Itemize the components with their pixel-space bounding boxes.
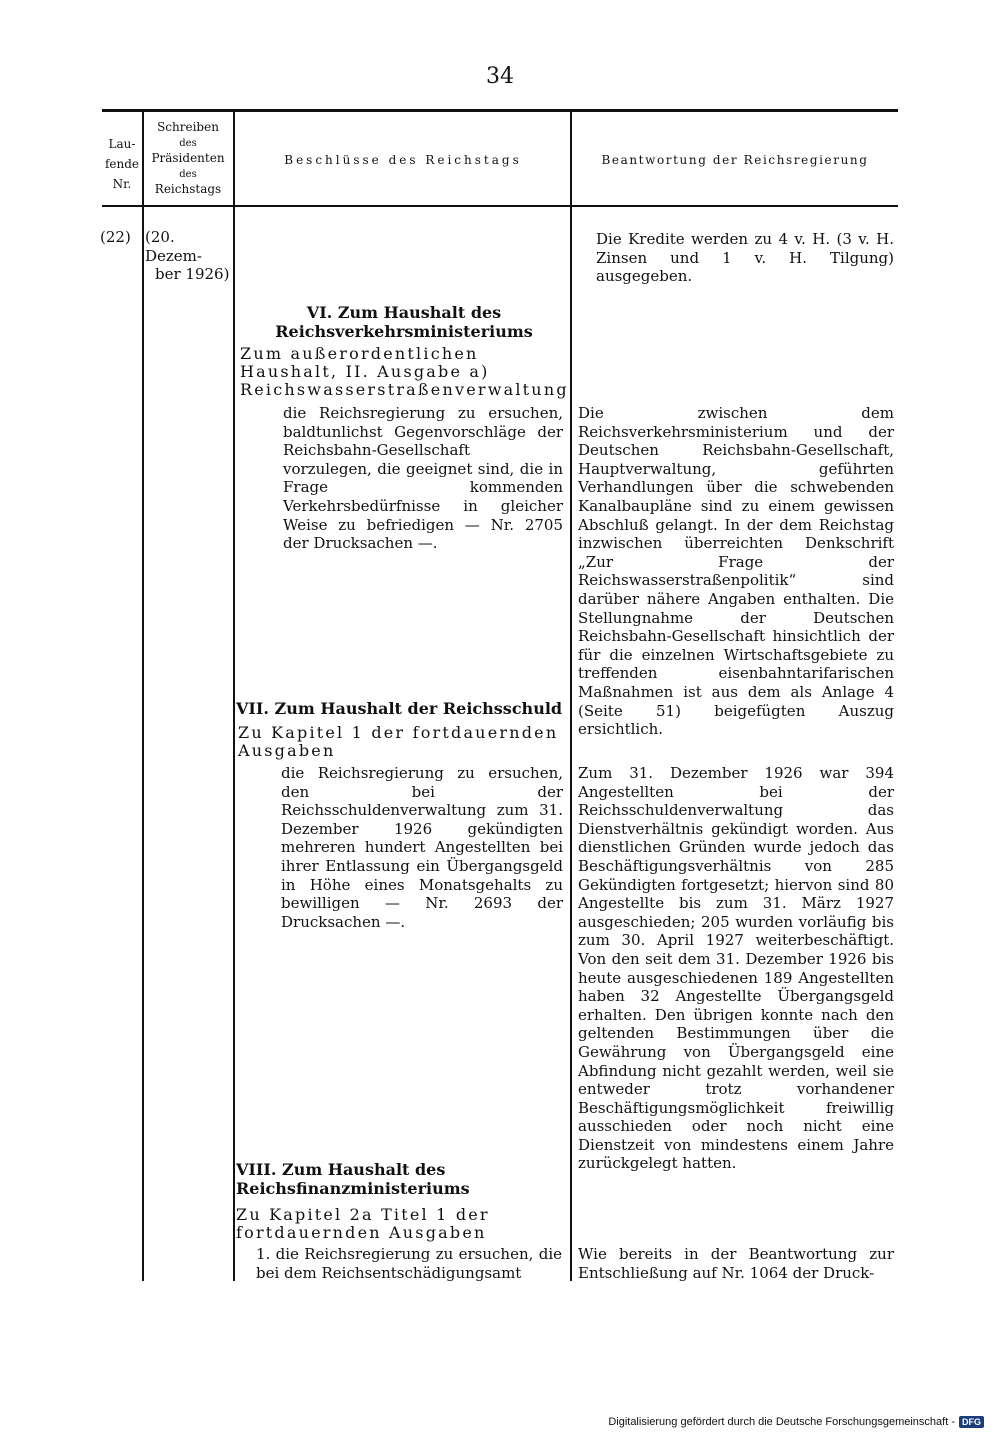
answer-text: Zum 31. Dezember 1926 war 394 Angestellten bei der Reichsschuldenverwaltung das Dienstverhältnis gekündigt worden. Aus dienstlichen Gründen wurde jedoch das Beschäftigungsverhältnis von 285 Gekündigten fortgesetzt; hiervon sind 80 Angestellte bis zum 31. März 1927 ausgeschieden; 205 wurden vorläufig bis zum 30. April 1927 weiterbeschäftigt. Von den seit dem 31. Dezember 1926 bis heute ausgeschiedenen 189 Angestellten haben 32 Angestellte Übergangsgeld erhalten. Den übrigen konnte nach den geltenden Bestimmungen über die Gewährung von Übergangsgeld eine Abfindung nicht gezahlt werden, weil sie entweder trotz vorhandener Beschäftigungsmöglichkeit freiwillig ausschieden oder noch nicht eine Dienstzeit von mindestens einem Jahre zurückgelegt hatten. <box>578 764 894 1173</box>
header-lfd-nr-line: Lau- <box>108 137 136 151</box>
column-divider-2 <box>233 111 235 1281</box>
header-schreiben-line: Präsidenten <box>151 151 225 165</box>
column-divider-3 <box>570 111 572 1281</box>
entry-date <box>145 228 233 284</box>
entry-date-line: ber 1926) <box>155 265 230 284</box>
section-subheading: Zum außerordentlichen Haushalt, II. Ausgabe a) Reichswasserstraßenverwaltung <box>240 344 569 399</box>
entry-number: (22) <box>100 228 131 246</box>
header-lfd-nr-line: Nr. <box>112 177 132 191</box>
resolution-text: 1. die Reichsregierung zu ersuchen, die bei dem Reichsentschädigungsamt <box>256 1245 562 1282</box>
table-top-rule <box>102 109 898 112</box>
resolution-text: die Reichsregierung zu ersuchen, baldtunlichst Gegenvorschläge der Reichsbahn-Gesellschaft vorzulegen, die geeignet sind, die in Frage kommenden Verkehrsbedürfnisse in gleicher Weise zu befriedigen — Nr. 2705 der Drucksachen —. <box>283 404 563 553</box>
column-divider-1 <box>142 111 144 1281</box>
header-beschluesse: Beschlüsse des Reichstags <box>284 153 522 167</box>
footer-credit <box>608 1416 984 1428</box>
answer-text: Wie bereits in der Beantwortung zur Entschließung auf Nr. 1064 der Druck- <box>578 1245 894 1282</box>
header-schreiben <box>144 120 232 198</box>
header-schreiben-line: Schreiben <box>157 120 219 134</box>
resolution-text: die Reichsregierung zu ersuchen, den bei der Reichsschuldenverwaltung zum 31. Dezember 1926 gekündigten mehreren hundert Angestellten bei ihrer Entlassung ein Übergangsgeld in Höhe eines Monatsgehalts zu bewilligen — Nr. 2693 der Drucksachen —. <box>281 764 563 931</box>
answer-intro: Die Kredite werden zu 4 v. H. (3 v. H. Zinsen und 1 v. H. Tilgung) ausgegeben. <box>596 230 894 286</box>
header-schreiben-line: Reichstags <box>154 182 222 196</box>
section-heading: VIII. Zum Haushalt des Reichsfinanzministeriums <box>236 1160 470 1198</box>
header-schreiben-line: des <box>179 168 197 180</box>
footer-text: Digitalisierung gefördert durch die Deutsche Forschungsgemeinschaft - <box>608 1416 955 1428</box>
answer-text: Die zwischen dem Reichsverkehrsministerium und der Deutschen Reichsbahn-Gesellschaft, Hauptverwaltung, geführten Verhandlungen über die schwebenden Kanalbaupläne sind zu einem gewissen Abschluß gelangt. In der dem Reichstag inzwischen überreichten Denkschrift „Zur Frage der Reichswasserstraßenpolitik“ sind darüber nähere Angaben enthalten. Die Stellungnahme der Deutschen Reichsbahn-Gesellschaft hinsichtlich der für die einzelnen Wirtschaftsgebiete zu treffenden eisenbahntarifarischen Maßnahmen ist aus dem als Anlage 4 (Seite 51) beigefügten Auszug ersichtlich. <box>578 404 894 739</box>
header-lfd-nr <box>102 134 142 194</box>
entry-date-line: (20. Dezem- <box>145 228 202 265</box>
section-heading: VII. Zum Haushalt der Reichsschuld <box>236 699 563 718</box>
page-number: 34 <box>486 64 514 89</box>
section-subheading: Zu Kapitel 2a Titel 1 der fortdauernden Ausgaben <box>236 1205 490 1242</box>
dfg-logo-icon: DFG <box>959 1416 984 1428</box>
header-beantwortung: Beantwortung der Reichsregierung <box>601 153 869 167</box>
section-heading: VI. Zum Haushalt des Reichsverkehrsministeriums <box>275 303 533 341</box>
table-header-rule <box>102 205 898 207</box>
header-lfd-nr-line: fende <box>104 157 140 171</box>
header-schreiben-line: des <box>179 137 197 149</box>
section-subheading: Zu Kapitel 1 der fortdauernden Ausgaben <box>238 723 559 760</box>
